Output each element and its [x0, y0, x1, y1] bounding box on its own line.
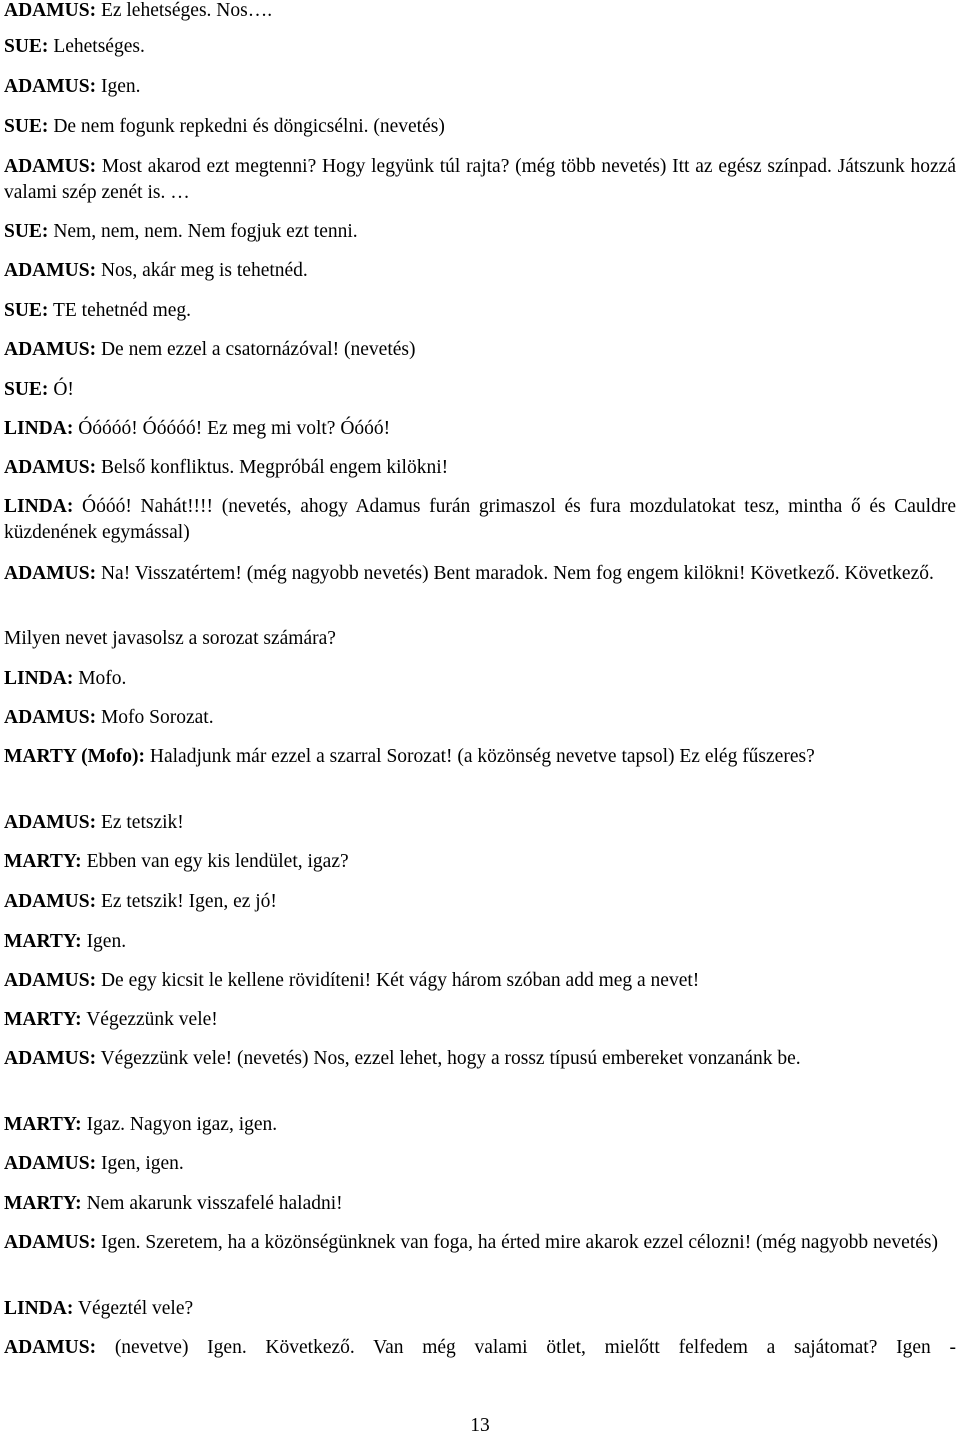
- speaker-label: SUE:: [4, 221, 49, 242]
- speaker-label: ADAMUS:: [4, 156, 97, 177]
- dialogue-line: [4, 849, 956, 875]
- dialogue-text: Végeztél vele?: [73, 1298, 194, 1319]
- dialogue-line: [4, 1191, 956, 1217]
- dialogue-text: De nem fogunk repkedni és döngicsélni. (nevetés): [48, 116, 445, 137]
- dialogue-text: Milyen nevet javasolsz a sorozat számára?: [4, 628, 336, 649]
- speaker-label: ADAMUS:: [4, 707, 97, 728]
- dialogue-line: [4, 626, 956, 652]
- speaker-label: ADAMUS:: [4, 563, 97, 584]
- speaker-label: MARTY:: [4, 851, 82, 872]
- dialogue-text: Igen.: [96, 76, 141, 97]
- dialogue-text: TE tehetnéd meg.: [48, 300, 192, 321]
- dialogue-text: Igaz. Nagyon igaz, igen.: [81, 1114, 278, 1135]
- dialogue-text: Mofo Sorozat.: [96, 707, 214, 728]
- dialogue-line: [4, 1151, 956, 1177]
- speaker-label: ADAMUS:: [4, 812, 97, 833]
- dialogue-text: Igen, igen.: [96, 1153, 184, 1174]
- dialogue-line: [4, 377, 956, 403]
- dialogue-line: [4, 154, 956, 206]
- dialogue-line: [4, 1335, 956, 1361]
- dialogue-text: Óóóó! Nahát!!!! (nevetés, ahogy Adamus furán grimaszol és fura mozdulatokat tesz, mintha ő és Cauldre küzdenének egymással): [4, 496, 956, 543]
- speaker-label: ADAMUS:: [4, 457, 97, 478]
- dialogue-line: [4, 74, 956, 100]
- dialogue-text: Na! Visszatértem! (még nagyobb nevetés) Bent maradok. Nem fog engem kilökni! Következő. Következő.: [96, 563, 934, 584]
- page-number: 13: [470, 1415, 490, 1436]
- dialogue-text: De egy kicsit le kellene rövidíteni! Két vágy három szóban add meg a nevet!: [96, 970, 700, 991]
- speaker-label: ADAMUS:: [4, 260, 97, 281]
- speaker-label: SUE:: [4, 300, 49, 321]
- dialogue-line: [4, 1296, 956, 1322]
- dialogue-line: [4, 219, 956, 245]
- speaker-label: SUE:: [4, 379, 49, 400]
- dialogue-text: Belső konfliktus. Megpróbál engem kilökni!: [96, 457, 449, 478]
- dialogue-text: Nem akarunk visszafelé haladni!: [81, 1193, 343, 1214]
- dialogue-line: [4, 1007, 956, 1033]
- dialogue-line: [4, 705, 956, 731]
- speaker-label: LINDA:: [4, 1298, 74, 1319]
- speaker-label: ADAMUS:: [4, 970, 97, 991]
- dialogue-line: [4, 929, 956, 955]
- dialogue-text: Ebben van egy kis lendület, igaz?: [81, 851, 349, 872]
- speaker-label: ADAMUS:: [4, 891, 97, 912]
- dialogue-line: [4, 494, 956, 546]
- dialogue-line: [4, 298, 956, 324]
- dialogue-text: Lehetséges.: [48, 36, 145, 57]
- dialogue-line: [4, 889, 956, 915]
- dialogue-line: [4, 114, 956, 140]
- speaker-label: MARTY (Mofo):: [4, 746, 146, 767]
- speaker-label: MARTY:: [4, 1193, 82, 1214]
- dialogue-text: Óóóóó! Óóóóó! Ez meg mi volt? Óóóó!: [73, 418, 391, 439]
- dialogue-text: Igen.: [81, 931, 127, 952]
- dialogue-text: Ó!: [48, 379, 74, 400]
- dialogue-text: Ez lehetséges. Nos….: [96, 0, 273, 21]
- dialogue-line: [4, 1046, 956, 1072]
- dialogue-text: Ez tetszik! Igen, ez jó!: [96, 891, 277, 912]
- speaker-label: ADAMUS:: [4, 1153, 97, 1174]
- dialogue-text: Igen. Szeretem, ha a közönségünknek van foga, ha érted mire akarok ezzel célozni! (még nagyobb nevetés): [96, 1232, 938, 1253]
- dialogue-line: [4, 0, 956, 24]
- dialogue-text: Végezzünk vele! (nevetés) Nos, ezzel lehet, hogy a rossz típusú embereket vonzanánk be.: [96, 1048, 801, 1069]
- dialogue-text: Ez tetszik!: [96, 812, 184, 833]
- speaker-label: ADAMUS:: [4, 76, 97, 97]
- dialogue-line: [4, 34, 956, 60]
- dialogue-text: Nos, akár meg is tehetnéd.: [96, 260, 308, 281]
- dialogue-line: [4, 1112, 956, 1138]
- speaker-label: ADAMUS:: [4, 1337, 97, 1358]
- dialogue-line: [4, 337, 956, 363]
- speaker-label: LINDA:: [4, 668, 74, 689]
- speaker-label: MARTY:: [4, 1009, 82, 1030]
- speaker-label: SUE:: [4, 116, 49, 137]
- dialogue-line: [4, 744, 956, 770]
- dialogue-line: [4, 455, 956, 481]
- dialogue-line: [4, 810, 956, 836]
- dialogue-text: Végezzünk vele!: [81, 1009, 218, 1030]
- dialogue-text: Haladjunk már ezzel a szarral Sorozat! (a közönség nevetve tapsol) Ez elég fűszeres?: [145, 746, 815, 767]
- dialogue-line: [4, 561, 956, 587]
- dialogue-text: De nem ezzel a csatornázóval! (nevetés): [96, 339, 416, 360]
- dialogue-text: Most akarod ezt megtenni? Hogy legyünk túl rajta? (még több nevetés) Itt az egész színpad. Játszunk hozzá valami szép zenét is. …: [4, 156, 956, 203]
- dialogue-text: Mofo.: [73, 668, 127, 689]
- speaker-label: LINDA:: [4, 496, 74, 517]
- dialogue-text: (nevetve) Igen. Következő. Van még valami ötlet, mielőtt felfedem a sajátomat? Igen -: [96, 1337, 956, 1358]
- dialogue-line: [4, 666, 956, 692]
- speaker-label: ADAMUS:: [4, 1232, 97, 1253]
- speaker-label: ADAMUS:: [4, 339, 97, 360]
- speaker-label: SUE:: [4, 36, 49, 57]
- dialogue-line: [4, 968, 956, 994]
- speaker-label: ADAMUS:: [4, 0, 97, 21]
- dialogue-line: [4, 1230, 956, 1256]
- dialogue-line: [4, 416, 956, 442]
- dialogue-line: [4, 258, 956, 284]
- speaker-label: MARTY:: [4, 931, 82, 952]
- dialogue-text: Nem, nem, nem. Nem fogjuk ezt tenni.: [48, 221, 358, 242]
- speaker-label: LINDA:: [4, 418, 74, 439]
- speaker-label: MARTY:: [4, 1114, 82, 1135]
- speaker-label: ADAMUS:: [4, 1048, 97, 1069]
